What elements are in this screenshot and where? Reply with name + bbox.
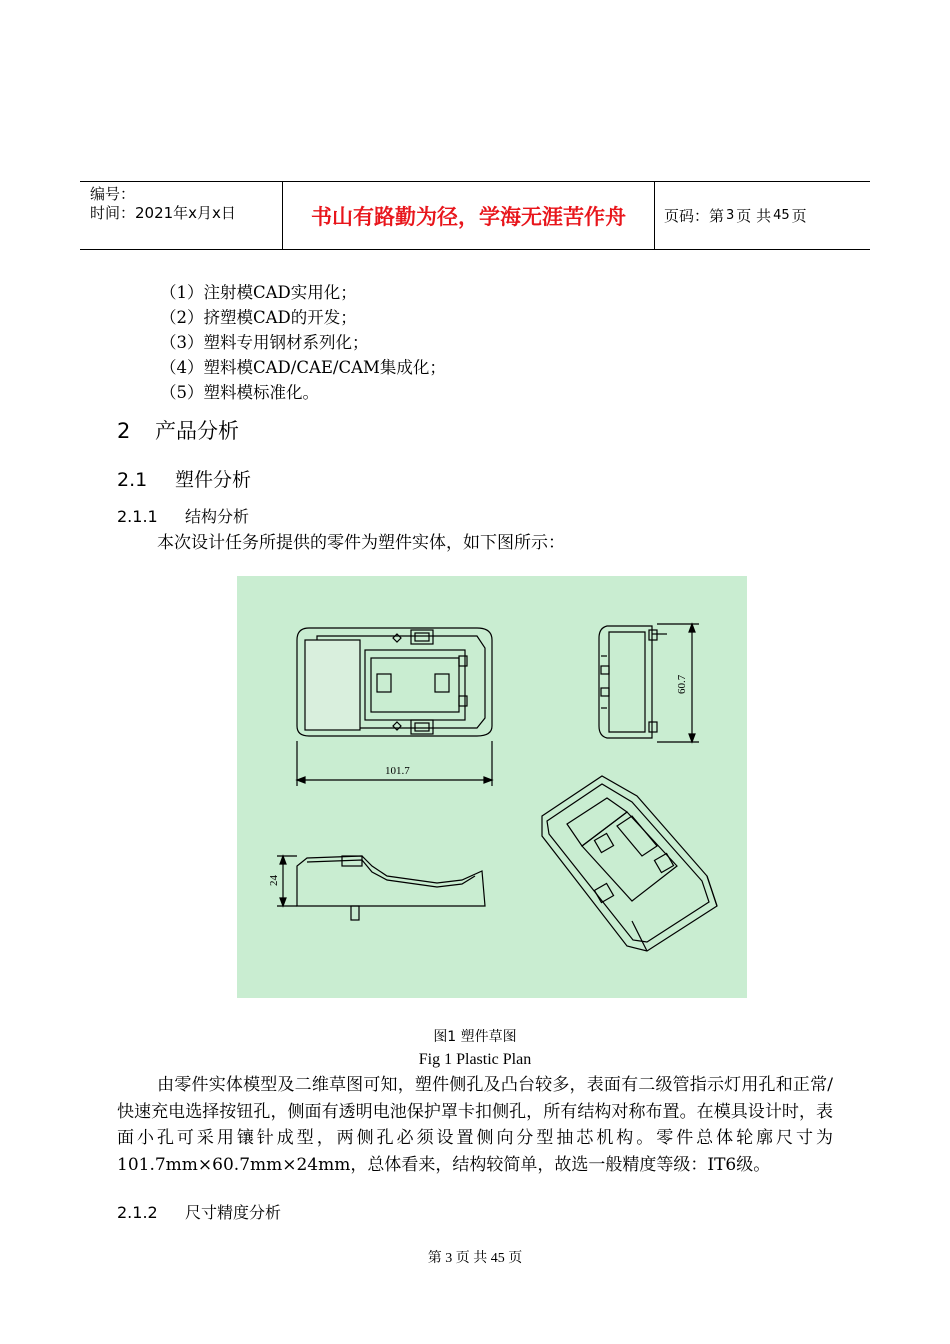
header-time-label: 时间：2021年x月x日: [90, 204, 236, 222]
heading-title: 尺寸精度分析: [185, 1203, 282, 1222]
header-page-total: 45: [773, 208, 790, 223]
heading-number: 2.1.2: [117, 1203, 158, 1222]
header-page-info: [654, 182, 870, 249]
heading-title: 塑件分析: [175, 469, 252, 491]
heading-title: 结构分析: [185, 507, 250, 526]
list-item: （2）挤塑模CAD的开发；: [160, 308, 357, 327]
dimension-height-label: 60.7: [676, 674, 688, 694]
analysis-text: 由零件实体模型及二维草图可知，塑件侧孔及凸台较多，表面有二级管指示灯用孔和正常/快速充电选择按钮孔，侧面有透明电池保护罩卡扣侧孔，所有结构对称布置。在模具设计时，表面小孔可采用镶针成型，两侧孔必须设置侧向分型抽芯机构。零件总体轮廓尺寸为101.7mm×60.7mm×24mm，总体看来，结构较简单，故选一般精度等级：IT6级。: [117, 1075, 833, 1175]
list-item: （1）注射模CAD实用化；: [160, 283, 357, 302]
dimension-width-label: 101.7: [385, 765, 410, 777]
intro-paragraph: 本次设计任务所提供的零件为塑件实体，如下图所示：: [157, 533, 565, 553]
header-page-mid: 页 共: [736, 207, 772, 225]
heading-number: 2.1.1: [117, 507, 158, 526]
analysis-paragraph: [117, 1072, 833, 1178]
header-page-suffix: 页: [791, 207, 807, 225]
dimension-depth-label: 24: [268, 875, 280, 886]
figure-caption-en: Fig 1 Plastic Plan: [418, 1051, 532, 1068]
header-left-cell: [80, 182, 283, 249]
header-page-num: 3: [726, 208, 735, 223]
page-footer: 第 3 页 共 45 页: [427, 1251, 523, 1266]
figure-plastic-plan: [237, 576, 747, 998]
header-page-prefix: 页码：第: [664, 207, 725, 225]
list-item: （3）塑料专用钢材系列化；: [160, 333, 369, 352]
heading-number: 2: [117, 419, 131, 443]
heading-section-2-1: [117, 465, 251, 492]
header-table: [80, 181, 870, 250]
heading-section-2-1-2: [117, 1200, 281, 1223]
plastic-part-drawing: [237, 576, 747, 998]
heading-section-2-1-1: [117, 504, 249, 527]
figure-caption-cn: 图1 塑件草图: [433, 1029, 517, 1045]
header-motto: 书山有路勤为径，学海无涯苦作舟: [283, 182, 655, 249]
header-number-label: 编号：: [90, 185, 136, 203]
list-item: （4）塑料模CAD/CAE/CAM集成化；: [160, 358, 446, 377]
heading-number: 2.1: [117, 469, 148, 491]
heading-title: 产品分析: [155, 419, 239, 443]
heading-section-2: [117, 415, 239, 445]
list-item: （5）塑料模标准化。: [160, 383, 319, 402]
